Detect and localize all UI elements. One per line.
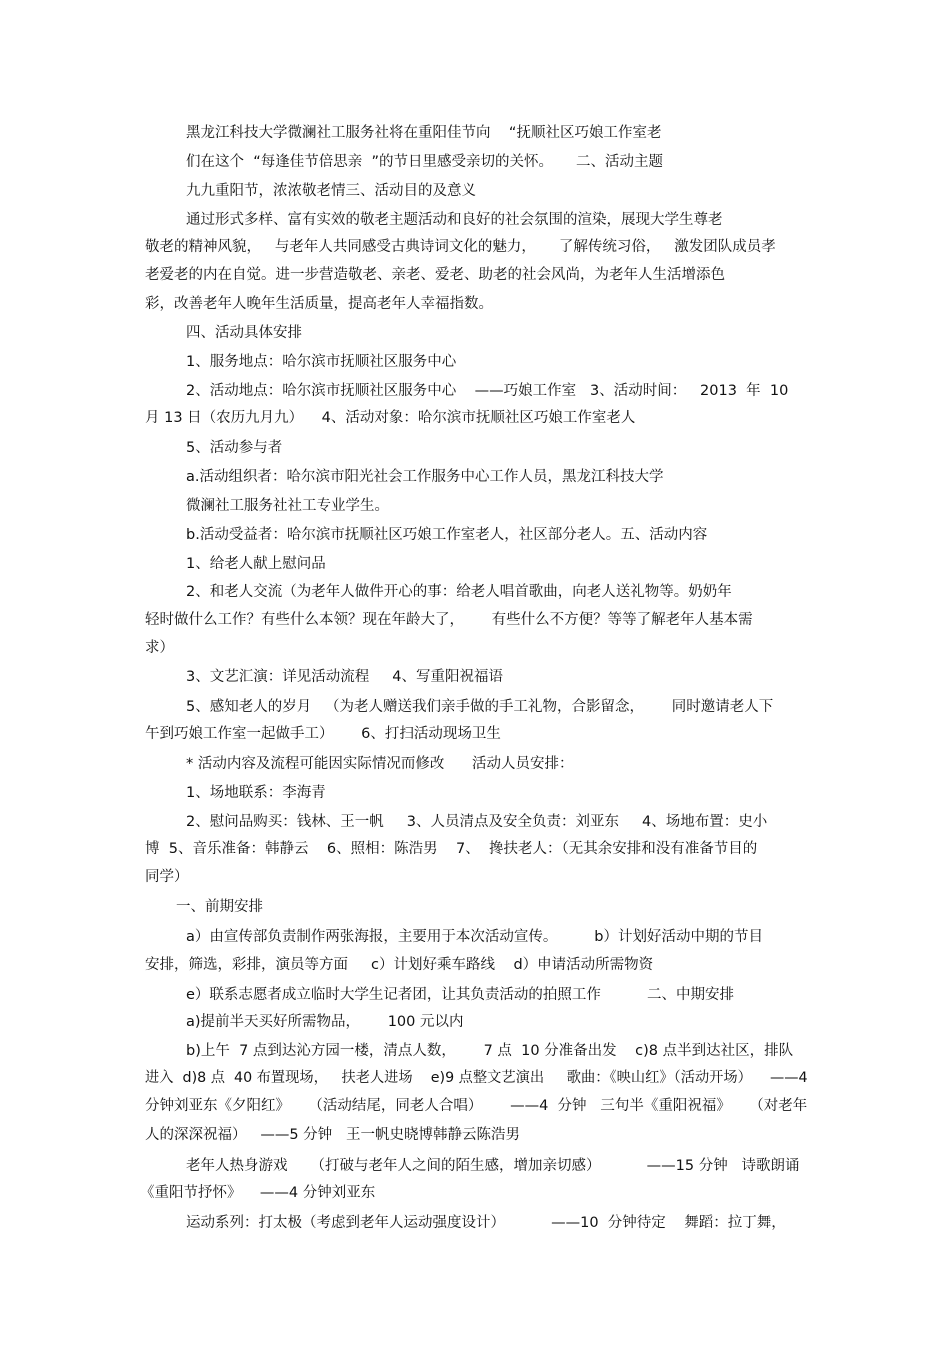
text-line: 求） xyxy=(145,640,174,656)
text-line: 同学） xyxy=(145,869,189,885)
text-line: b.活动受益者：哈尔滨市抚顺社区巧娘工作室老人，社区部分老人。五、活动内容 xyxy=(186,527,708,543)
text-line: 3、文艺汇演：详见活动流程 4、写重阳祝福语 xyxy=(186,669,503,685)
section-heading: 一、前期安排 xyxy=(176,899,263,915)
text-line: 1、服务地点：哈尔滨市抚顺社区服务中心 xyxy=(186,354,457,370)
text-line: 黑龙江科技大学微澜社工服务社将在重阳佳节向 “抚顺社区巧娘工作室老 xyxy=(186,125,662,141)
text-line: 们在这个 “每逢佳节倍思亲 ”的节日里感受亲切的关怀。 二、活动主题 xyxy=(186,154,664,170)
text-line: 2、和老人交流（为老年人做件开心的事：给老人唱首歌曲，向老人送礼物等。奶奶年 xyxy=(186,584,732,600)
text-line: 午到巧娘工作室一起做手工） 6、打扫活动现场卫生 xyxy=(145,726,501,742)
text-line: 1、场地联系：李海青 xyxy=(186,785,326,801)
text-line: 老爱老的内在自觉。进一步营造敬老、亲老、爱老、助老的社会风尚，为老年人生活增添色 xyxy=(145,267,725,283)
text-line: 博 5、音乐准备：韩静云 6、照相：陈浩男 7、 搀扶老人：（无其余安排和没有准备节目的 xyxy=(145,841,758,857)
text-line: a.活动组织者：哈尔滨市阳光社会工作服务中心工作人员，黑龙江科技大学 xyxy=(186,469,664,485)
text-line: e）联系志愿者成立临时大学生记者团，让其负责活动的拍照工作 二、中期安排 xyxy=(186,987,735,1003)
text-line: 九九重阳节，浓浓敬老情三、活动目的及意义 xyxy=(186,183,476,199)
text-line: 运动系列：打太极（考虑到老年人运动强度设计） ——10 分钟待定 舞蹈：拉丁舞， xyxy=(186,1215,786,1231)
text-line: 进入 d)8 点 40 布置现场， 扶老人进场 e)9 点整文艺演出 歌曲：《映山红》（活动开场） ——4 xyxy=(145,1070,808,1086)
text-line: 2、活动地点：哈尔滨市抚顺社区服务中心 ——巧娘工作室 3、活动时间： 2013 年 10 xyxy=(186,383,789,399)
text-line: 人的深深祝福） ——5 分钟 王一帆史晓博韩静云陈浩男 xyxy=(145,1127,520,1143)
note-line: * 活动内容及流程可能因实际情况而修改 活动人员安排： xyxy=(186,756,574,772)
text-line: 敬老的精神风貌， 与老年人共同感受古典诗词文化的魅力， 了解传统习俗， 激发团队成员孝 xyxy=(145,239,776,255)
text-line: 2、慰问品购买：钱林、王一帆 3、人员清点及安全负责：刘亚东 4、场地布置：史小 xyxy=(186,814,768,830)
text-line: 微澜社工服务社社工专业学生。 xyxy=(186,498,389,514)
text-line: b)上午 7 点到达沁方园一楼，清点人数， 7 点 10 分准备出发 c)8 点半到达社区，排队 xyxy=(186,1043,794,1059)
text-line: 彩，改善老年人晚年生活质量，提高老年人幸福指数。 xyxy=(145,296,493,312)
text-line: 老年人热身游戏 （打破与老年人之间的陌生感，增加亲切感） ——15 分钟 诗歌朗诵 xyxy=(186,1158,800,1174)
text-line: 通过形式多样、富有实效的敬老主题活动和良好的社会氛围的渲染，展现大学生尊老 xyxy=(186,212,723,228)
text-line: 轻时做什么工作？有些什么本领？现在年龄大了， 有些什么不方便？等等了解老年人基本需 xyxy=(145,612,753,628)
text-line: a）由宣传部负责制作两张海报，主要用于本次活动宣传。 b）计划好活动中期的节目 xyxy=(186,929,763,945)
text-line: 1、给老人献上慰问品 xyxy=(186,556,326,572)
text-line: 5、活动参与者 xyxy=(186,440,283,456)
text-line: 分钟刘亚东《夕阳红》 （活动结尾，同老人合唱） ——4 分钟 三句半《重阳祝福》 （对老年 xyxy=(145,1098,808,1114)
text-line: 安排，筛选，彩排，演员等方面 c）计划好乘车路线 d）申请活动所需物资 xyxy=(145,957,654,973)
section-heading: 四、活动具体安排 xyxy=(186,325,302,341)
text-line: 5、感知老人的岁月 （为老人赠送我们亲手做的手工礼物，合影留念， 同时邀请老人下 xyxy=(186,699,774,715)
text-line: a)提前半天买好所需物品， 100 元以内 xyxy=(186,1014,464,1030)
text-line: 月 13 日（农历九月九） 4、活动对象：哈尔滨市抚顺社区巧娘工作室老人 xyxy=(145,410,636,426)
text-line: 《重阳节抒怀》 ——4 分钟刘亚东 xyxy=(140,1185,376,1201)
